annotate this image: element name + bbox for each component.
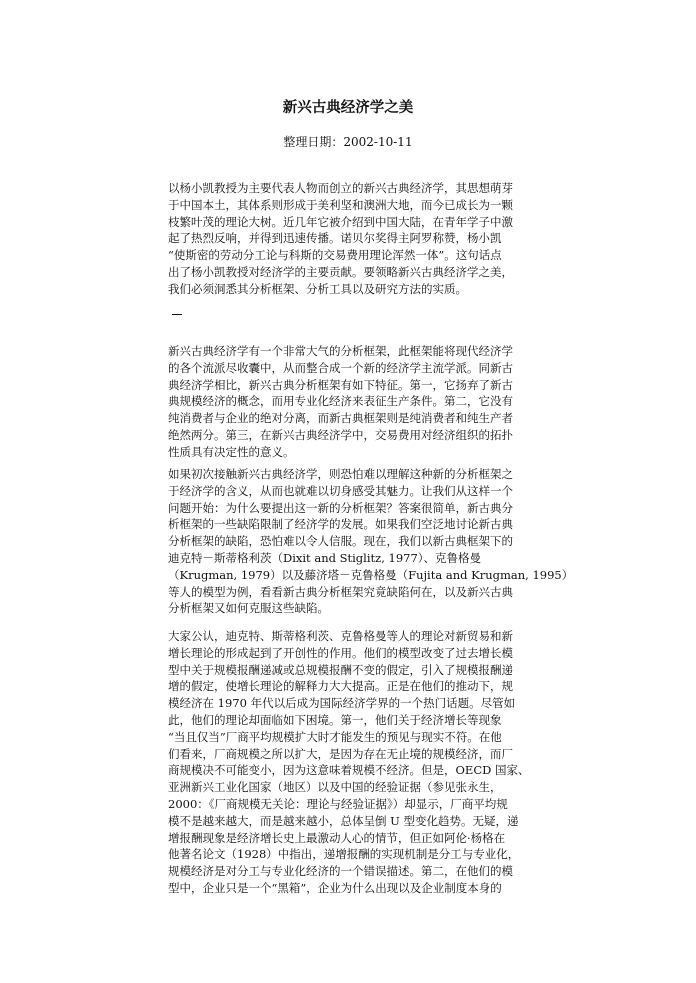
text-line: “当且仅当”厂商平均规模扩大时才能发生的预见与现实不符。在他 xyxy=(168,729,502,744)
text-line: 分析框架又如何克服这些缺陷。 xyxy=(168,601,329,616)
text-line: 分析框架的缺陷，恐怕难以令人信服。现在，我们以新古典框架下的 xyxy=(168,534,513,549)
text-line: 规模经济是对分工与专业化经济的一个错误描述。第二，在他们的模 xyxy=(168,864,513,879)
paragraph-motivation xyxy=(168,466,574,617)
text-line: 性质具有决定性的意义。 xyxy=(168,444,295,459)
text-line: 模经济在 1970 年代以后成为国际经济学界的一个热门话题。尽管如 xyxy=(168,696,516,711)
text-line: 典经济学相比，新兴古典分析框架有如下特征。第一，它扬弃了新古 xyxy=(168,377,513,392)
text-line: 出了杨小凯教授对经济学的主要贡献。要领略新兴古典经济学之美， xyxy=(168,264,513,279)
text-line: 此，他们的理论却面临如下困境。第一，他们关于经济增长等现象 xyxy=(168,712,502,727)
paragraph-framework xyxy=(168,343,532,461)
text-line: 析框架的一些缺陷限制了经济学的发展。如果我们空泛地讨论新古典 xyxy=(168,517,513,532)
text-line: 枝繁叶茂的理论大树。近几年它被介绍到中国大陆，在青年学子中激 xyxy=(168,214,513,229)
text-line: 起了热烈反响，并得到迅速传播。诺贝尔奖得主阿罗称赞，杨小凯 xyxy=(168,231,502,246)
text-line: 商规模决不可能变小，因为这意味着规模不经济。但是，OECD 国家、 xyxy=(168,763,530,778)
text-line: 大家公认，迪克特、斯蒂格利茨、克鲁格曼等人的理论对新贸易和新 xyxy=(168,629,513,643)
text-line: 绝然两分。第三，在新兴古典经济学中，交易费用对经济组织的拓扑 xyxy=(168,427,513,442)
text-line: 增的假定，使增长理论的解释力大大提高。正是在他们的推动下，规 xyxy=(168,679,513,694)
text-line: 的各个流派尽收囊中，从而整合成一个新的经济学主流学派。同新古 xyxy=(168,360,513,375)
text-line: 们看来，厂商规模之所以扩大，是因为存在无止境的规模经济，而厂 xyxy=(168,746,513,761)
text-line: 型中，企业只是一个“黑箱”，企业为什么出现以及企业制度本身的 xyxy=(168,880,502,895)
section-divider xyxy=(172,314,182,315)
text-line: “使斯密的劳动分工论与科斯的交易费用理论浑然一体”。这句话点 xyxy=(168,248,502,263)
paragraph-critique xyxy=(168,628,532,897)
text-line: 模不是越来越大，而是越来越小，总体呈倒 U 型变化趋势。无疑，递 xyxy=(168,813,519,828)
text-line: 迪克特－斯蒂格利茨（Dixit and Stiglitz, 1977）、克鲁格曼 xyxy=(168,550,482,565)
text-line: 纯消费者与企业的绝对分离，而新古典框架则是纯消费者和纯生产者 xyxy=(168,411,513,426)
text-line: 如果初次接触新兴古典经济学，则恐怕难以理解这种新的分析框架之 xyxy=(168,467,513,481)
text-line: 典规模经济的概念，而用专业化经济来表征生产条件。第二，它没有 xyxy=(168,394,513,409)
text-line: 亚洲新兴工业化国家（地区）以及中国的经验证据（参见张永生， xyxy=(168,780,502,795)
text-line: 新兴古典经济学有一个非常大气的分析框架，此框架能将现代经济学 xyxy=(168,344,513,358)
text-line: 问题开始：为什么要提出这一新的分析框架？答案很简单，新古典分 xyxy=(168,500,513,515)
text-line: 他著名论文（1928）中指出，递增报酬的实现机制是分工与专业化， xyxy=(168,847,520,862)
text-line: 我们必须洞悉其分析框架、分析工具以及研究方法的实质。 xyxy=(168,281,467,296)
text-line: 增报酬现象是经济增长史上最激动人心的情节，但正如阿伦·杨格在 xyxy=(168,830,506,845)
text-line: 型中关于规模报酬递减或总规模报酬不变的假定，引入了规模报酬递 xyxy=(168,662,513,677)
text-line: 于中国本土，其体系则形成于美利坚和澳洲大地，而今已成长为一颗 xyxy=(168,197,513,212)
text-line: 增长理论的形成起到了开创性的作用。他们的模型改变了过去增长模 xyxy=(168,645,513,660)
text-line: 等人的模型为例，看看新古典分析框架究竟缺陷何在，以及新兴古典 xyxy=(168,584,513,599)
text-line: （Krugman, 1979）以及藤济塔－克鲁格曼（Fujita and Krugman, 1995） xyxy=(168,567,574,582)
paragraph-intro xyxy=(168,180,532,298)
compile-date: 整理日期：2002-10-11 xyxy=(283,135,413,149)
text-line: 于经济学的含义，从而也就难以切身感受其魅力。让我们从这样一个 xyxy=(168,483,513,498)
text-line: 2000：《厂商规模无关论：理论与经验证据》）却显示，厂商平均规 xyxy=(168,796,508,811)
page-title: 新兴古典经济学之美 xyxy=(282,99,414,116)
text-line: 以杨小凯教授为主要代表人物而创立的新兴古典经济学，其思想萌芽 xyxy=(168,181,513,195)
